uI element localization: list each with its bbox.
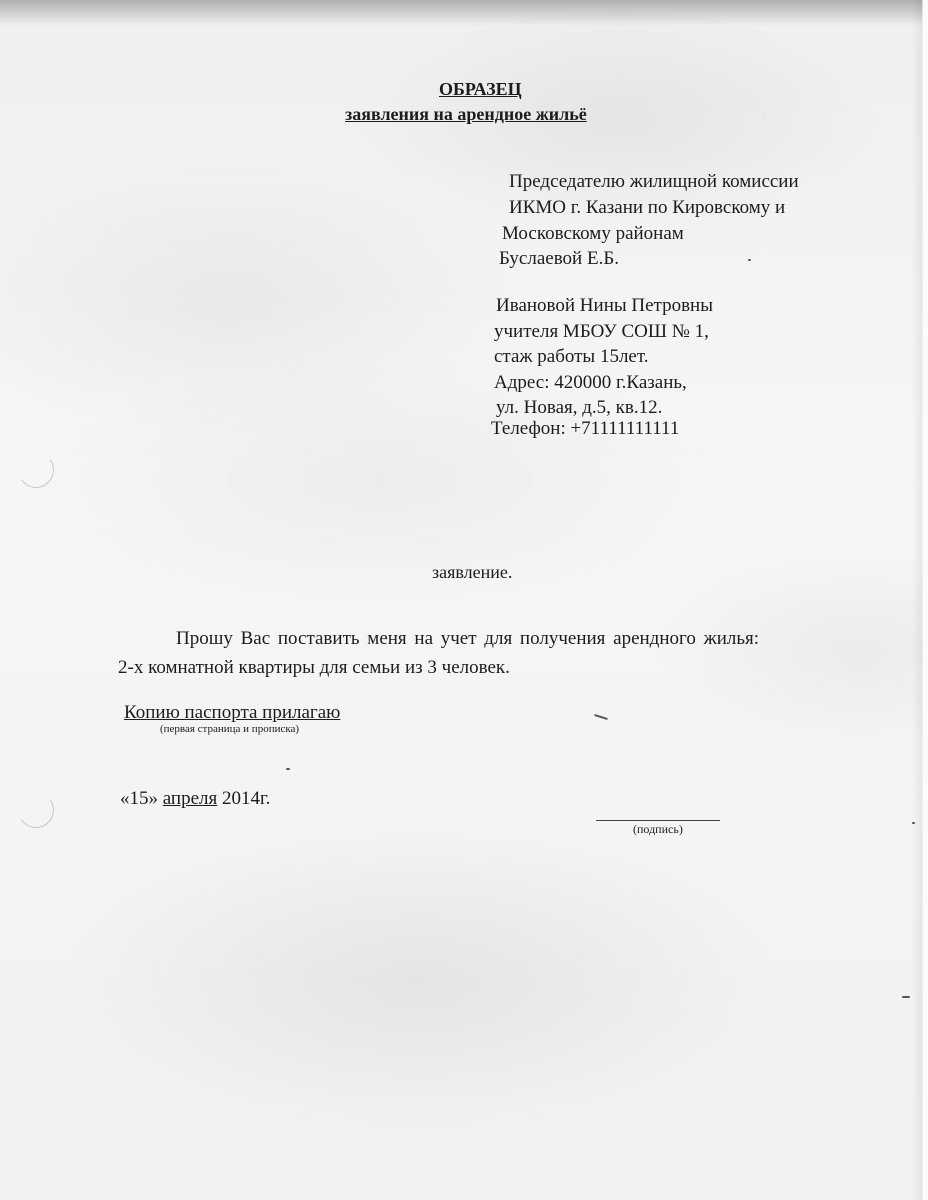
- attachment-text: Копию паспорта прилагаю: [124, 702, 341, 723]
- sender-address: Адрес: 420000 г.Казань,: [494, 372, 687, 393]
- date-day: «15»: [120, 788, 158, 809]
- sender-experience: стаж работы 15лет.: [494, 346, 649, 367]
- addressee-line: Буслаевой Е.Б.: [499, 248, 619, 269]
- addressee-line: Председателю жилищной комиссии: [509, 171, 799, 192]
- scan-right-edge: [912, 0, 928, 1200]
- scan-speck: [594, 714, 608, 720]
- document-subtitle: заявления на арендное жильё: [345, 104, 587, 124]
- document-type-heading: заявление.: [432, 562, 513, 582]
- punch-hole-bottom: [15, 789, 57, 831]
- addressee-line: ИКМО г. Казани по Кировскому и: [509, 197, 786, 218]
- punch-hole-top: [15, 449, 57, 491]
- attachment-note: (первая страница и прописка): [160, 723, 300, 735]
- date-year: 2014г.: [222, 788, 271, 809]
- scan-speck: [902, 996, 910, 998]
- scan-speck: [748, 259, 751, 261]
- body-text-line: 2-х комнатной квартиры для семьи из 3 человек.: [118, 657, 510, 678]
- scan-speck: [912, 822, 915, 824]
- date-line: [120, 789, 270, 808]
- body-text-line: Прошу Вас поставить меня на учет для получения арендного жилья:: [176, 628, 760, 649]
- sender-street: ул. Новая, д.5, кв.12.: [496, 397, 663, 418]
- document-title: ОБРАЗЕЦ: [439, 79, 522, 99]
- scan-top-shadow: [0, 0, 928, 26]
- sender-position: учителя МБОУ СОШ № 1,: [494, 321, 709, 342]
- date-month: апреля: [162, 788, 218, 809]
- scan-speck: [286, 768, 290, 770]
- sender-phone: Телефон: +71111111111: [491, 418, 680, 439]
- signature-line: [596, 820, 720, 821]
- addressee-line: Московскому районам: [502, 223, 684, 244]
- signature-label: (подпись): [633, 822, 683, 836]
- sender-name: Ивановой Нины Петровны: [496, 295, 713, 316]
